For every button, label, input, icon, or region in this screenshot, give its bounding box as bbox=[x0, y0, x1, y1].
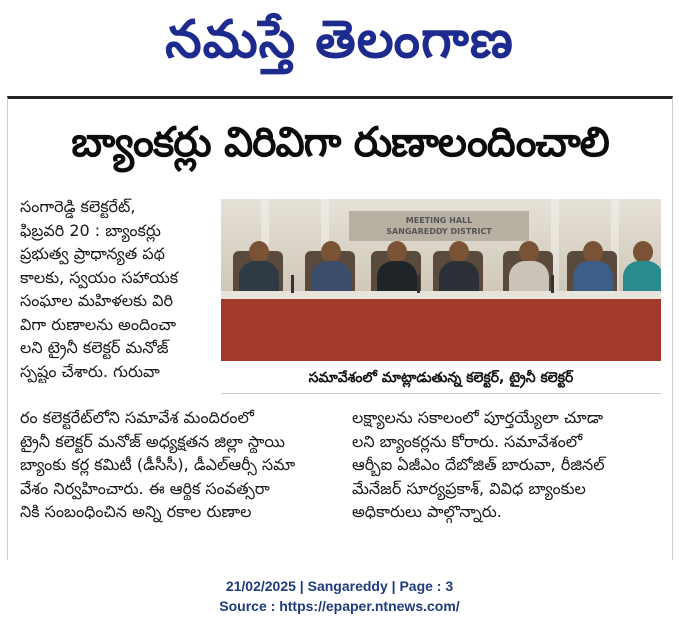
body-line: మేనేజర్ సూర్యప్రకాశ్, వివిధ బ్యాంకుల bbox=[352, 478, 586, 498]
body-line: సంఘాల మహిళలకు విరి bbox=[20, 291, 173, 310]
microphone bbox=[417, 275, 420, 293]
body-line: వేశం నిర్వహించారు. ఈ ఆర్థిక సంవత్సరా bbox=[20, 478, 270, 498]
article-headline: బ్యాంకర్లు విరివిగా రుణాలందించాలి bbox=[71, 118, 609, 166]
publication-date-line: 21/02/2025 | Sangareddy | Page : 3 bbox=[225, 578, 454, 594]
body-line: బ్యాంకు కర్ల కమిటీ (డీసీసీ), డీఎల్ఆర్సీ సమా bbox=[20, 455, 296, 474]
body-line: స్పష్టం చేశారు. గురువా bbox=[20, 361, 160, 381]
masthead bbox=[0, 0, 679, 84]
source-line: Source : https://epaper.ntnews.com/ bbox=[219, 598, 460, 614]
body-line: ప్రభుత్వ ప్రాధాన్యత పథ bbox=[20, 244, 165, 263]
microphone bbox=[551, 275, 554, 293]
sign-line: SANGAREDDY DISTRICT bbox=[386, 227, 492, 236]
body-line: రం కలెక్టరేట్‌లోని సమావేశ మందిరంలో bbox=[20, 408, 254, 427]
body-line: ఫిబ్రవరి 20 : బ్యాంకర్లు bbox=[20, 220, 161, 240]
meeting-photo bbox=[221, 199, 661, 361]
body-line: ట్రైనీ కలెక్టర్ మనోజ్ అధ్యక్షతన జిల్లా స్థాయి bbox=[20, 431, 285, 451]
photo-caption: సమావేశంలో మాట్లాడుతున్న కలెక్టర్, ట్రైనీ కలెక్టర్ bbox=[308, 370, 574, 386]
newspaper-logo: నమస్తే తెలంగాణ bbox=[165, 10, 514, 70]
body-line: లని ట్రైనీ కలెక్టర్ మనోజ్ bbox=[20, 338, 169, 357]
body-line: విగా రుణాలను అందించా bbox=[20, 314, 177, 334]
body-line: లక్ష్యాలను సకాలంలో పూర్తయ్యేలా చూడా bbox=[352, 408, 604, 427]
sign-line: MEETING HALL bbox=[405, 216, 473, 225]
body-line: ఆర్బీఐ ఏజీఎం దేబోజిత్ బారువా, రీజినల్ bbox=[352, 455, 605, 474]
clipping-footer bbox=[0, 576, 679, 616]
body-line: కాలకు, స్వయం సహాయక bbox=[20, 267, 179, 287]
article-column-right-bottom bbox=[352, 406, 658, 524]
table-cloth bbox=[221, 299, 661, 361]
meeting-hall-sign bbox=[349, 211, 529, 241]
article-column-left-top bbox=[20, 195, 216, 383]
body-line: అధికారులు పాల్గొన్నారు. bbox=[352, 502, 502, 521]
article-column-left-bottom bbox=[20, 406, 348, 524]
meeting-hall-sign-text bbox=[349, 215, 529, 237]
body-line: సంగారెడ్డి కలెక్టరేట్, bbox=[20, 197, 136, 216]
body-line: నికి సంబంధించిన అన్ని రకాల రుణాల bbox=[20, 502, 252, 521]
microphone bbox=[291, 275, 294, 293]
news-clipping bbox=[7, 96, 673, 560]
body-line: లని బ్యాంకర్లను కోరారు. సమావేశంలో bbox=[352, 431, 583, 451]
photo-caption-bar bbox=[221, 362, 661, 394]
